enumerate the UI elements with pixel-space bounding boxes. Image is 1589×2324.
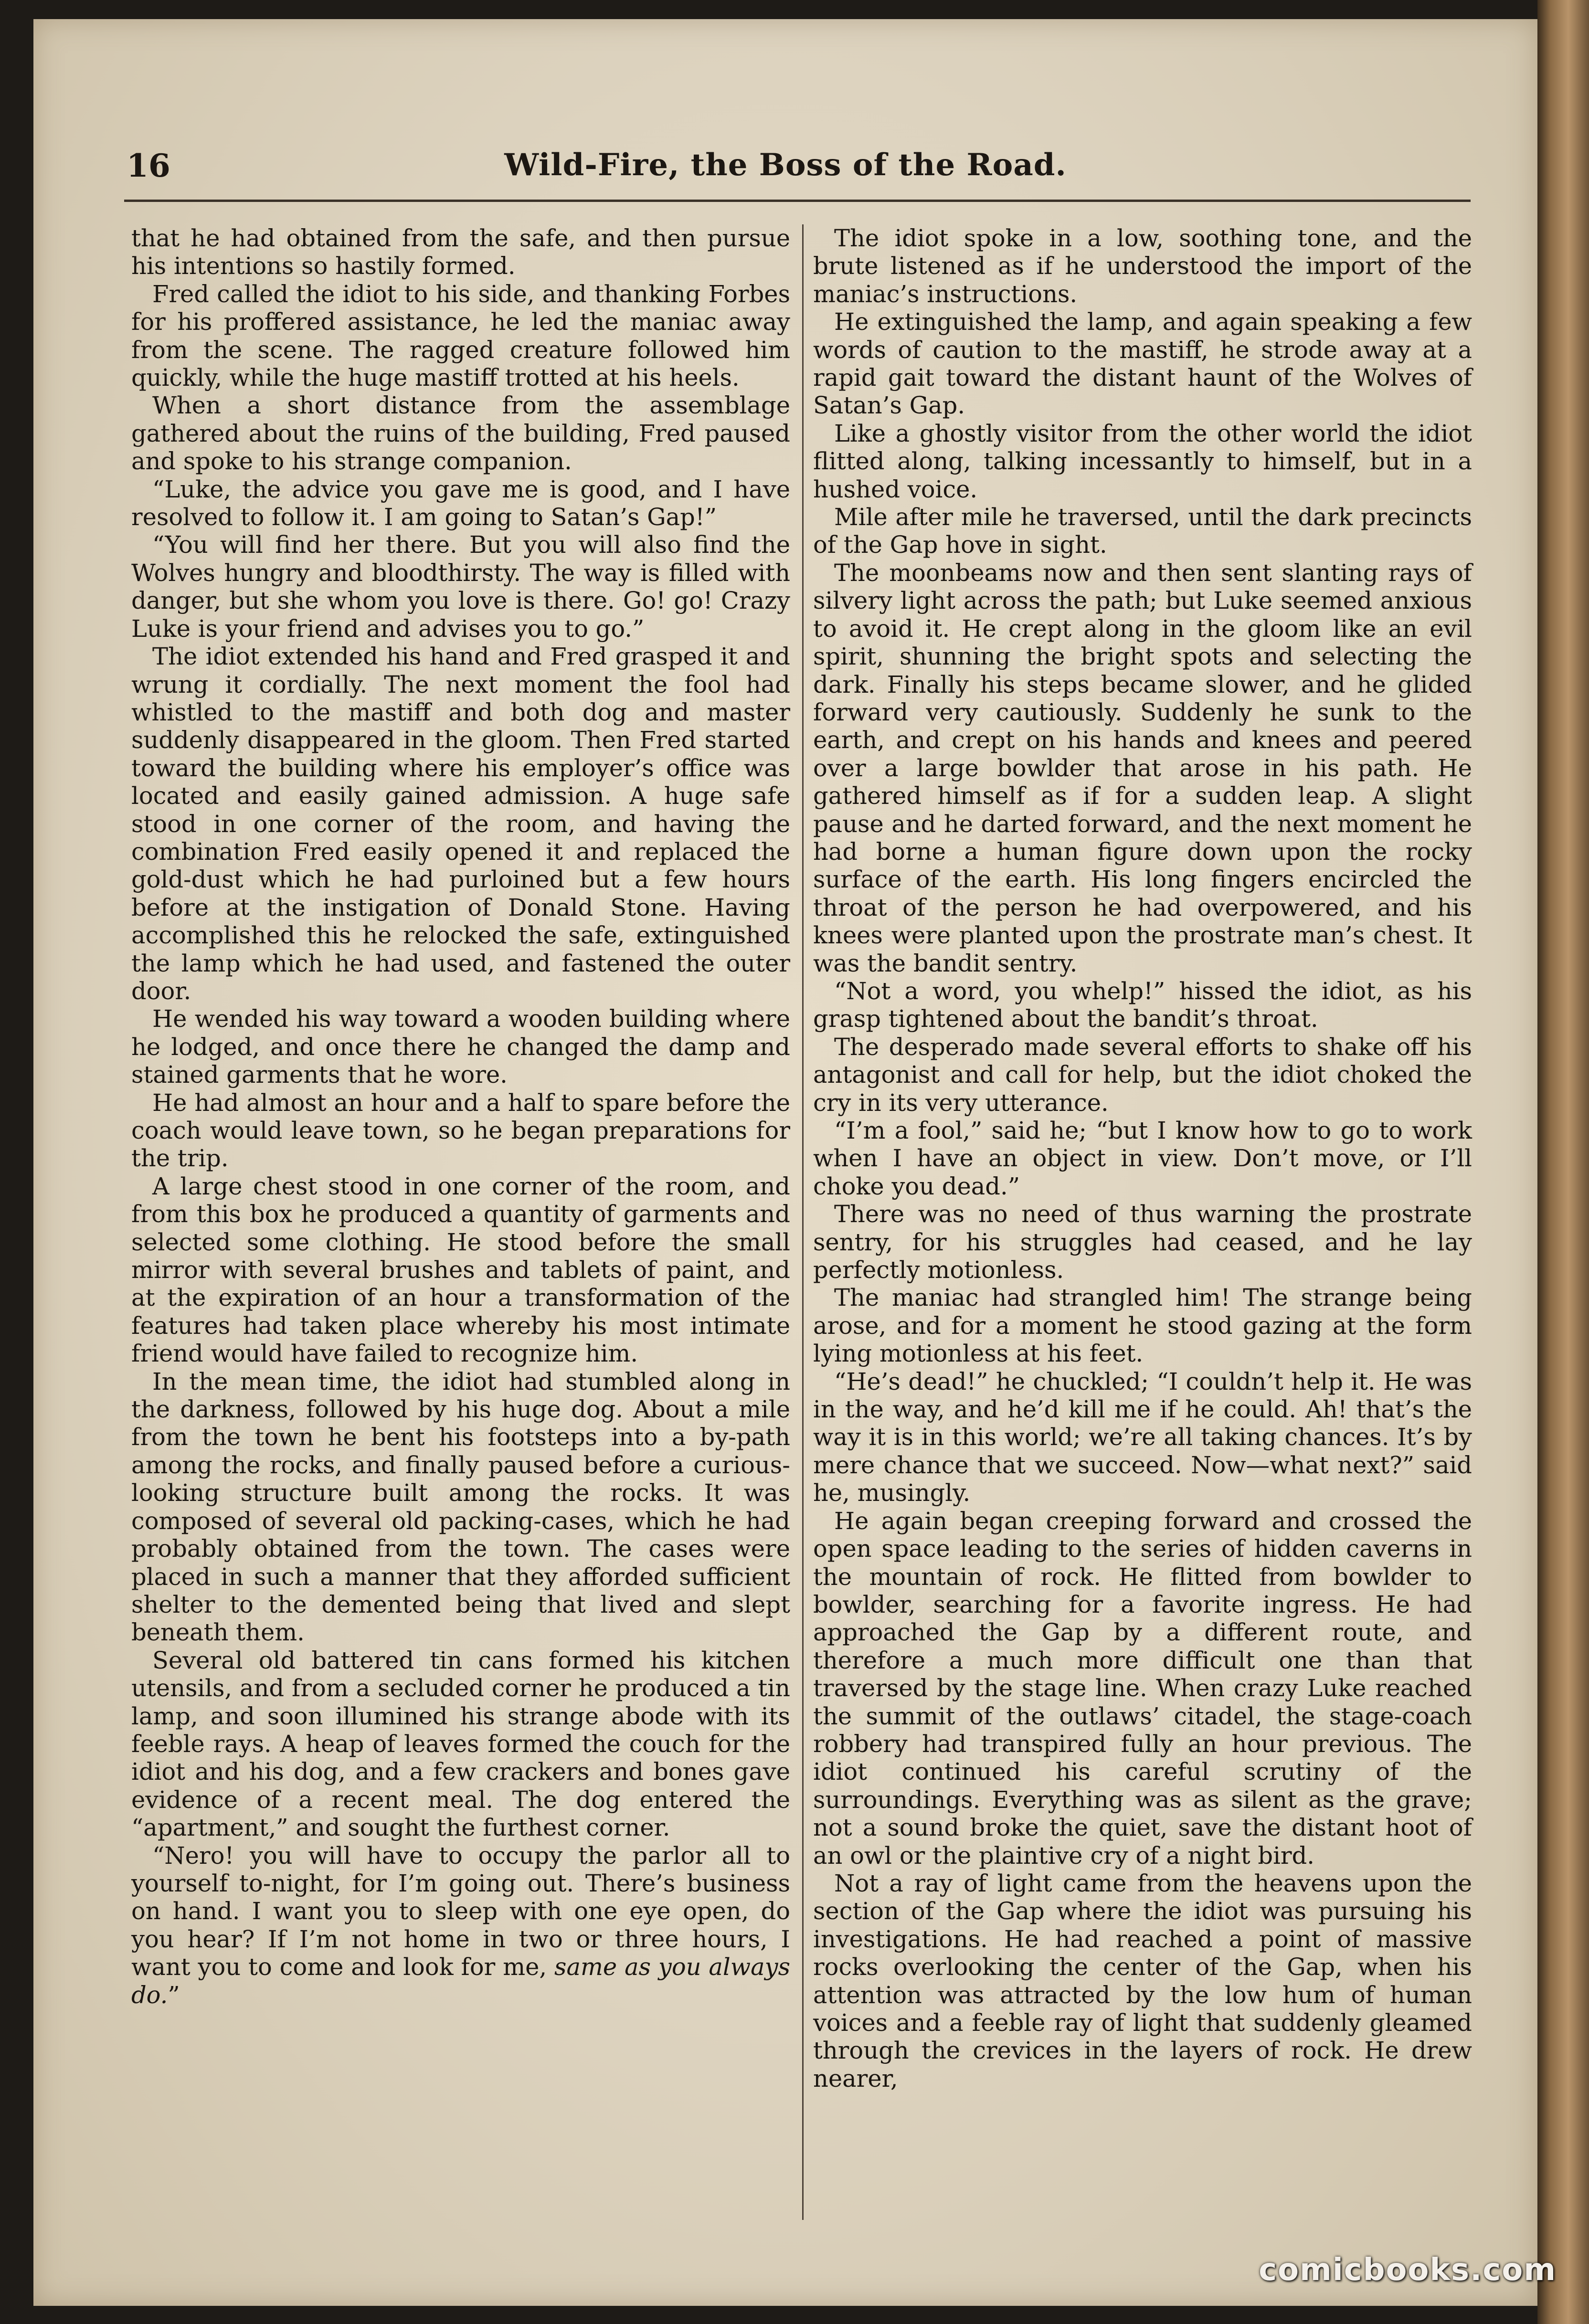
paragraph: Like a ghostly visitor from the other world the idiot flitted along, talking incessantly to himself, but in a hushed voice.	[813, 419, 1472, 503]
header-rule	[124, 200, 1471, 202]
page-header	[98, 143, 1473, 196]
paragraph: Several old battered tin cans formed his kitchen utensils, and from a secluded corner he produced a tin lamp, and soon illumined his strange abode with its feeble rays. A heap of leaves formed the couch for the idiot and his dog, and a few crackers and bones gave evidence of a recent meal. The dog entered the “apartment,” and sought the furthest corner.	[131, 1646, 790, 1842]
running-title: Wild-Fire, the Boss of the Road.	[504, 147, 1067, 183]
left-text-column	[131, 224, 790, 2009]
watermark-text: comicbooks.com	[1259, 2252, 1557, 2288]
right-text-column	[813, 224, 1472, 2092]
italic-phrase: same as you always do.	[131, 1953, 790, 2009]
paragraph: He wended his way toward a wooden building where he lodged, and once there he changed the damp and stained garments that he wore.	[131, 1005, 790, 1089]
paragraph: He extinguished the lamp, and again speaking a few words of caution to the mastiff, he strode away at a rapid gait toward the distant haunt of the Wolves of Satan’s Gap.	[813, 308, 1472, 420]
paragraph: “You will find her there. But you will also find the Wolves hungry and bloodthirsty. The way is filled with danger, but she whom you love is there. Go! go! Crazy Luke is your friend and advises you to go.”	[131, 531, 790, 643]
paragraph-last	[131, 1842, 790, 2009]
paragraph: Mile after mile he traversed, until the dark precincts of the Gap hove in sight.	[813, 503, 1472, 559]
paragraph: Not a ray of light came from the heavens upon the section of the Gap where the idiot was pursuing his investigations. He had reached a point of massive rocks overlooking the center of the Gap, when his attention was attracted by the low hum of human voices and a feeble ray of light that suddenly gleamed through the crevices in the layers of rock. He drew nearer,	[813, 1869, 1472, 2092]
paragraph: “Not a word, you whelp!” hissed the idiot, as his grasp tightened about the bandit’s throat.	[813, 977, 1472, 1033]
paragraph: that he had obtained from the safe, and then pursue his intentions so hastily formed.	[131, 224, 790, 280]
page-edge-strip	[1537, 0, 1589, 2324]
column-divider	[802, 224, 804, 2220]
watermark	[1175, 2244, 1557, 2296]
paragraph: The idiot spoke in a low, soothing tone, and the brute listened as if he understood the import of the maniac’s instructions.	[813, 224, 1472, 308]
page-number: 16	[127, 147, 170, 184]
paragraph: A large chest stood in one corner of the room, and from this box he produced a quantity of garments and selected some clothing. He stood before the small mirror with several brushes and tablets of paint, and at the expiration of an hour a transformation of the features had taken place whereby his most intimate friend would have failed to recognize him.	[131, 1172, 790, 1368]
paragraph: “Luke, the advice you gave me is good, and I have resolved to follow it. I am going to Satan’s Gap!”	[131, 475, 790, 531]
closing-quote: ”	[168, 1981, 180, 2009]
paragraph: The maniac had strangled him! The strange being arose, and for a moment he stood gazing at the form lying motionless at his feet.	[813, 1284, 1472, 1368]
paragraph: The desperado made several efforts to shake off his antagonist and call for help, but the idiot choked the cry in its very utterance.	[813, 1033, 1472, 1117]
paragraph: The moonbeams now and then sent slanting rays of silvery light across the path; but Luke seemed anxious to avoid it. He crept along in the gloom like an evil spirit, shunning the bright spots and selecting the dark. Finally his steps became slower, and he glided forward very cautiously. Suddenly he sunk to the earth, and crept on his hands and knees and peered over a large bowlder that arose in his path. He gathered himself as if for a sudden leap. A slight pause and he darted forward, and the next moment he had borne a human figure down upon the rocky surface of the earth. His long fingers encircled the throat of the person he had overpowered, and his knees were planted upon the prostrate man’s chest. It was the bandit sentry.	[813, 559, 1472, 977]
paragraph: Fred called the idiot to his side, and thanking Forbes for his proffered assistance, he led the maniac away from the scene. The ragged creature followed him quickly, while the huge mastiff trotted at his heels.	[131, 280, 790, 392]
paragraph: When a short distance from the assemblage gathered about the ruins of the building, Fred paused and spoke to his strange companion.	[131, 391, 790, 475]
paragraph: In the mean time, the idiot had stumbled along in the darkness, followed by his huge dog. About a mile from the town he bent his footsteps into a by-path among the rocks, and finally paused before a curious-looking structure built among the rocks. It was composed of several old packing-cases, which he had probably obtained from the town. The cases were placed in such a manner that they afforded sufficient shelter to the demented being that lived and slept beneath them.	[131, 1367, 790, 1647]
paragraph: “He’s dead!” he chuckled; “I couldn’t help it. He was in the way, and he’d kill me if he could. Ah! that’s the way it is in this world; we’re all taking chances. It’s by mere chance that we succeed. Now—what next?” said he, musingly.	[813, 1367, 1472, 1507]
paragraph: The idiot extended his hand and Fred grasped it and wrung it cordially. The next moment the fool had whistled to the mastiff and both dog and master suddenly disappeared in the gloom. Then Fred started toward the building where his employer’s office was located and easily gained admission. A huge safe stood in one corner of the room, and having the combination Fred easily opened it and replaced the gold-dust which he had purloined but a few hours before at the instigation of Donald Stone. Having accomplished this he relocked the safe, extinguished the lamp which he had used, and fastened the outer door.	[131, 643, 790, 1005]
paragraph-text: “Nero! you will have to occupy the parlor all to yourself to-night, for I’m going out. There’s business on hand. I want you to sleep with one eye open, do you hear? If I’m not home in two or three hours, I want you to come and look for me,	[131, 1841, 790, 1981]
paragraph: He again began creeping forward and crossed the open space leading to the series of hidden caverns in the mountain of rock. He flitted from bowlder to bowlder, searching for a favorite ingress. He had approached the Gap by a different route, and therefore a much more difficult one than that traversed by the stage line. When crazy Luke reached the summit of the outlaws’ citadel, the stage-coach robbery had transpired fully an hour previous. The idiot continued his careful scrutiny of the surroundings. Everything was as silent as the grave; not a sound broke the quiet, save the distant hoot of an owl or the plaintive cry of a night bird.	[813, 1507, 1472, 1870]
paragraph: “I’m a fool,” said he; “but I know how to go to work when I have an object in view. Don’t move, or I’ll choke you dead.”	[813, 1117, 1472, 1200]
paragraph: He had almost an hour and a half to spare before the coach would leave town, so he began preparations for the trip.	[131, 1088, 790, 1173]
paragraph: There was no need of thus warning the prostrate sentry, for his struggles had ceased, and he lay perfectly motionless.	[813, 1200, 1472, 1284]
